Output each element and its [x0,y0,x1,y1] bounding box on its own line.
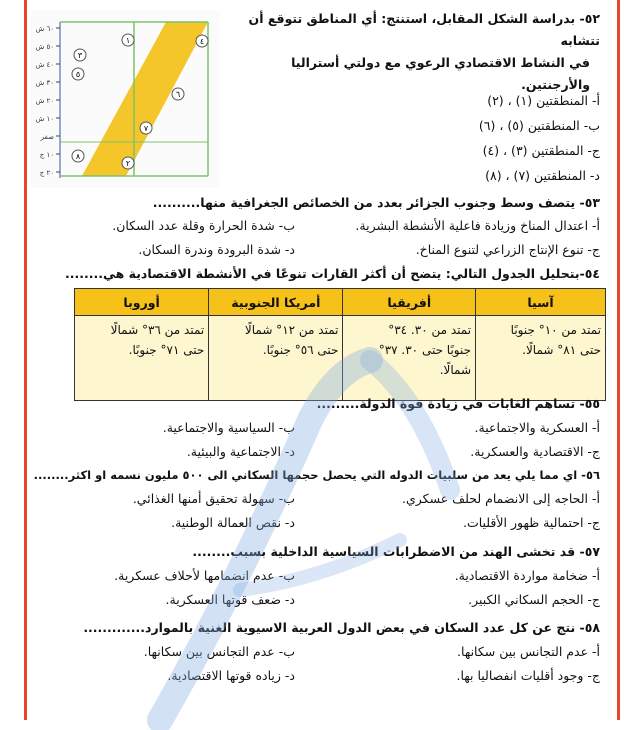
q56-option-a[interactable]: أ- الحاجه إلى الانضمام لحلف عسكري. [402,491,600,506]
latitude-zones-figure [30,10,220,188]
y-label: ٢٠ ش [35,97,54,105]
q56-option-b[interactable]: ب- سهولة تحقيق أمنها الغذائي. [132,491,295,506]
page-border-left [24,0,27,720]
q58-option-a[interactable]: أ- عدم التجانس بين سكانها. [457,644,600,659]
zone-marker-6 [172,88,184,100]
y-label: ١٠ ج [39,151,54,159]
question-57-stem: ٥٧- قد تخشى الهند من الاضطرابات السياسية الداخلية بسبب........ [192,544,600,559]
zone-marker-1 [122,34,134,46]
question-56-stem: ٥٦- اي مما يلي يعد من سلبيات الدوله التي يحصل حجمها السكاني الى ٥٠٠ مليون نسمه او اكثر........ [33,468,600,482]
zone-marker-8 [72,150,84,162]
question-55-stem: ٥٥- تساهم الغابات في زيادة قوة الدولة......... [316,396,600,411]
table-header-africa: أفريقيا [343,289,476,316]
q55-option-c[interactable]: ج- الاقتصادية والعسكرية. [470,444,600,459]
question-54-stem: ٥٤-بتحليل الجدول التالي: يتضح أن أكثر القارات تنوعًا في الأنشطة الاقتصادية هي........ [65,266,600,281]
q53-option-a[interactable]: أ- اعتدال المناخ وزيادة فاعلية الأنشطة البشرية. [355,218,600,233]
page-border-right [617,0,620,720]
q56-option-d[interactable]: د- نقص العمالة الوطنية. [171,515,295,530]
q57-option-d[interactable]: د- ضعف قوتها العسكرية. [165,592,295,607]
q52-option-d[interactable]: د- المنطقتين (٧) ، (٨) [485,168,600,183]
q53-option-c[interactable]: ج- تنوع الإنتاج الزراعي لتنوع المناخ. [415,242,600,257]
y-label: ٤٠ ش [35,61,54,69]
question-53-stem: ٥٣- يتصف وسط وجنوب الجزائر بعدد من الخصائص الجغرافية منها.......... [152,195,600,210]
question-52 [205,8,600,96]
svg-text:٦: ٦ [175,90,181,99]
q56-option-c[interactable]: ج- احتمالية ظهور الأقليات. [462,515,600,530]
q57-option-a[interactable]: أ- ضخامة مواردة الاقتصادية. [454,568,600,583]
question-52-line-1: ٥٢- بدراسة الشكل المقابل، استنتج: أي المناطق تتوقع أن تتشابه [248,11,600,48]
svg-text:٧: ٧ [143,124,149,133]
table-cell-africa: تمتد من ٣٠. ٣٤° جنوبًا حتى ٣٠. ٣٧° شمالًا. [343,316,476,401]
zone-marker-2 [122,157,134,169]
table-cell-europe: تمتد من ٣٦° شمالًا حتى ٧١° جنوبًا. [75,316,209,401]
continents-table [74,288,606,401]
q55-option-a[interactable]: أ- العسكرية والاجتماعية. [474,420,600,435]
table-header-south-america: أمريكا الجنوبية [209,289,343,316]
q52-option-b[interactable]: ب- المنطقتين (٥) ، (٦) [478,118,600,133]
question-52-line-2: في النشاط الاقتصادي الرعوي مع دولتي أستراليا [291,55,590,70]
zone-marker-5 [72,68,84,80]
q52-option-c[interactable]: ج- المنطقتين (٣) ، (٤) [482,143,600,158]
y-label: ٣٠ ش [35,79,54,87]
q55-option-d[interactable]: د- الاجتماعية والبيئية. [186,444,295,459]
svg-text:٨: ٨ [75,152,81,161]
latitude-zones-chart [30,10,220,188]
q53-option-b[interactable]: ب- شدة الحرارة وقلة عدد السكان. [112,218,295,233]
svg-text:٢: ٢ [125,159,131,168]
table-header-asia: آسيا [476,289,606,316]
svg-text:٣: ٣ [77,51,83,60]
table-cell-south-america: تمتد من ١٢° شمالًا حتى ٥٦° جنوبًا. [209,316,343,401]
svg-text:٤: ٤ [199,37,205,46]
question-58-stem: ٥٨- نتج عن كل عدد السكان في بعض الدول العربية الاسيوية الغنية بالموارد............. [83,620,600,635]
y-label: ٥٠ ش [35,43,54,51]
q57-option-b[interactable]: ب- عدم انضمامها لأحلاف عسكرية. [114,568,295,583]
q53-option-d[interactable]: د- شدة البرودة وندرة السكان. [138,242,295,257]
q55-option-b[interactable]: ب- السياسية والاجتماعية. [162,420,295,435]
q52-option-a[interactable]: أ- المنطقتين (١) ، (٢) [487,93,600,108]
y-label: ٦٠ ش [35,25,54,33]
table-cell-asia: تمتد من ١٠° جنوبًا حتى ٨١° شمالًا. [476,316,606,401]
svg-text:٥: ٥ [75,70,81,79]
q58-option-c[interactable]: ج- وجود أقليات انفصاليا بها. [456,668,600,683]
zone-marker-3 [74,49,86,61]
y-label: ١٠ ش [35,115,54,123]
question-52-line-3: والأرجنتين. [521,77,590,92]
q58-option-d[interactable]: د- زياده قوتها الاقتصادية. [167,668,295,683]
y-label: صفر [40,133,54,141]
zone-marker-7 [140,122,152,134]
q57-option-c[interactable]: ج- الحجم السكاني الكبير. [468,592,600,607]
y-label: ٢٠ ج [39,169,54,177]
table-header-europe: أوروبا [75,289,209,316]
svg-text:١: ١ [125,36,131,45]
q58-option-b[interactable]: ب- عدم التجانس بين سكانها. [143,644,295,659]
